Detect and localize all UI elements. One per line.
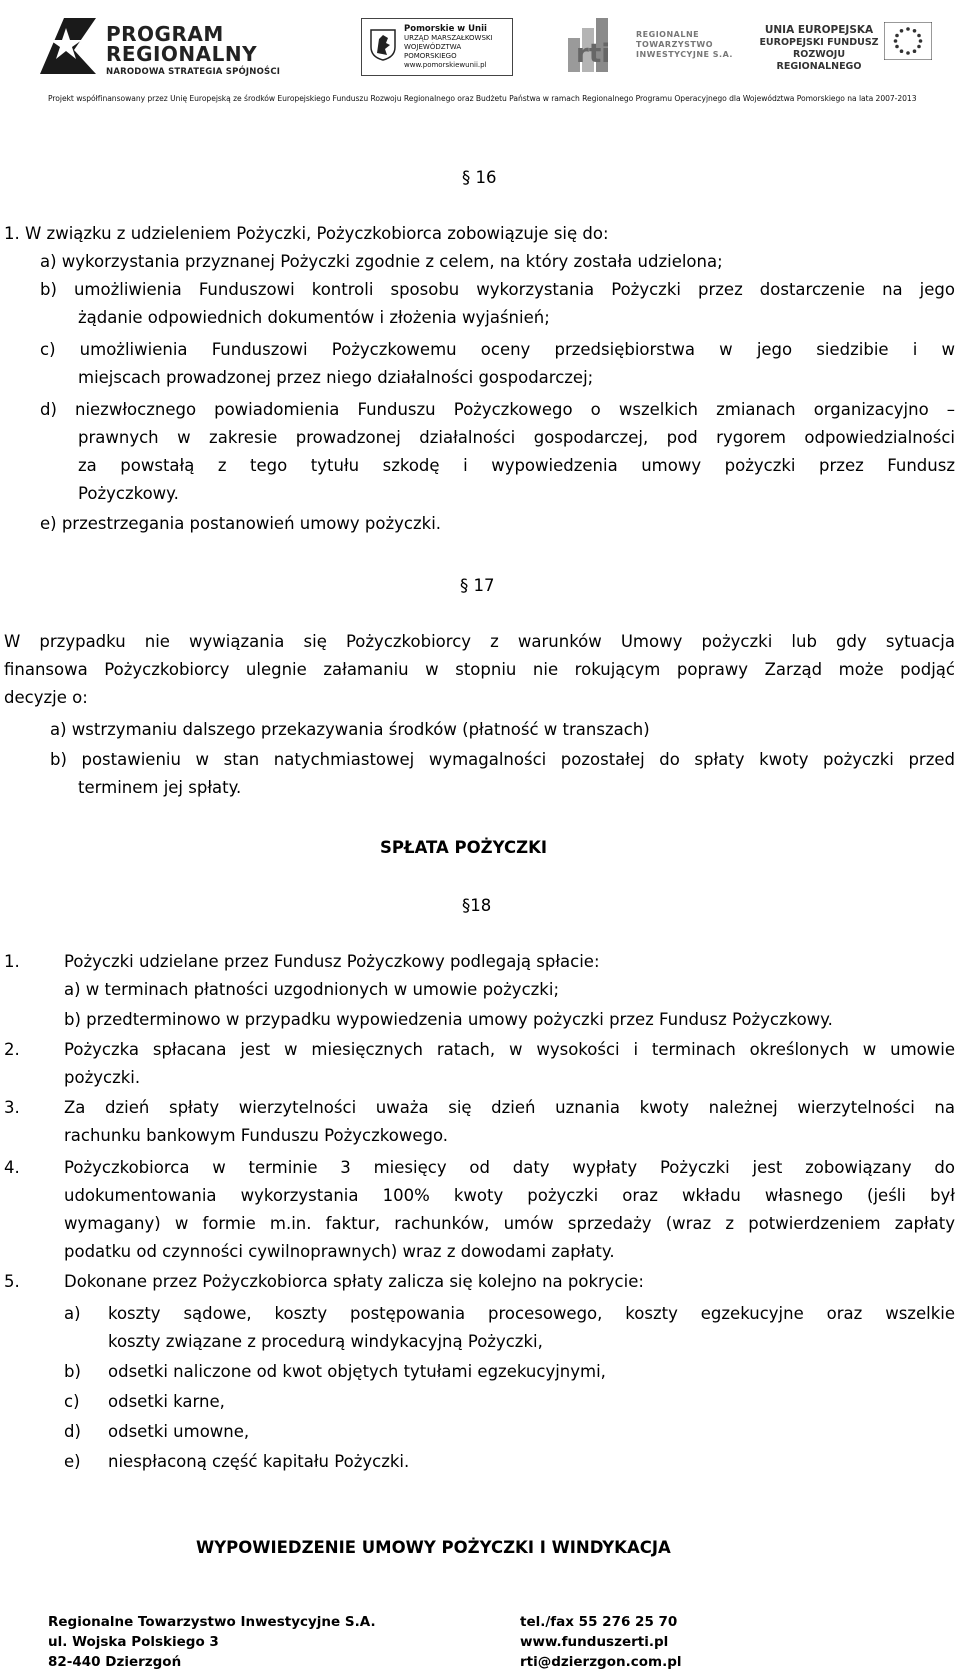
s18-item-5a-line1: koszty sądowe, koszty postępowania procesowego, koszty egzekucyjne oraz wszelkie [108,1304,955,1323]
pomorskie-logo [361,18,513,76]
program-regionalny-logo [36,14,286,80]
griffin-shield-icon [370,29,396,61]
rti-line-2: TOWARZYSTWO [636,40,714,49]
project-cofinancing-note: Projekt współfinansowany przez Unię Europejską ze środków Europejskiego Funduszu Rozwoju Regionalnego oraz Budżetu Państwa w ramach Regionalnego Programu Operacyjnego dla Województwa Pomorskiego na lata 2007-2013 [48,94,917,103]
svg-text:rti: rti [576,39,611,69]
eu-fund-2: ROZWOJU REGIONALNEGO [776,49,862,72]
section-17-heading: § 17 [460,576,495,595]
s18-item-4-line4: podatku od czynności cywilnoprawnych) wraz z dowodami zapłaty. [64,1242,615,1261]
s17-line2: finansowa Pożyczkobiorcy ulegnie załamaniu w stopniu nie rokującym poprawy Zarząd może podjąć [4,660,955,679]
program-line: PROGRAM [106,22,224,46]
s18-item-5d-marker: d) [64,1422,81,1441]
s18-item-4-line2: udokumentowania wykorzystania 100% kwoty pożyczki oraz wkładu własnego (jeśli był [64,1186,955,1205]
rti-line-1: REGIONALNE [636,30,700,39]
s18-item-3-num: 3. [4,1098,20,1117]
s18-item-1-text: Pożyczki udzielane przez Fundusz Pożyczkowy podlegają spłacie: [64,952,600,971]
s18-item-5e: niespłaconą część kapitału Pożyczki. [108,1452,410,1471]
s17-line3: decyzje o: [4,688,88,707]
footer-web: www.funduszerti.pl [520,1634,669,1650]
s16-intro: 1. W związku z udzieleniem Pożyczki, Pożyczkobiorca zobowiązuje się do: [4,224,609,243]
section-16-heading: § 16 [462,168,497,187]
s16-item-b-line1: b) umożliwienia Funduszowi kontroli sposobu wykorzystania Pożyczki przez dostarczenie na jego [40,280,955,299]
s18-item-1b: b) przedterminowo w przypadku wypowiedzenia umowy pożyczki przez Fundusz Pożyczkowy. [64,1010,833,1029]
s16-item-d-line1: d) niezwłocznego powiadomienia Funduszu Pożyczkowego o wszelkich zmianach organizacyjno – [40,400,955,419]
eu-flag-icon [884,22,932,60]
s18-item-5d: odsetki umowne, [108,1422,250,1441]
s18-item-4-line3: wymagany) w formie m.in. faktur, rachunków, umów sprzedaży (wraz z potwierdzeniem zapłaty [64,1214,955,1233]
s18-item-5c-marker: c) [64,1392,80,1411]
eu-title: UNIA EUROPEJSKA [764,24,874,36]
eu-fund: EUROPEJSKI FUNDUSZ [759,37,879,48]
s16-item-d-line3: za powstałą z tego tytułu szkodę i wypowiedzenia umowy pożyczki przez Fundusz [78,456,955,475]
footer-street: ul. Wojska Polskiego 3 [48,1634,219,1650]
strategy-line: NARODOWA STRATEGIA SPÓJNOŚCI [106,67,281,77]
footer-email: rti@dzierzgon.com.pl [520,1654,682,1670]
pomorskie-url: www.pomorskiewunii.pl [404,61,487,69]
s18-item-5b-marker: b) [64,1362,81,1381]
s18-item-4-num: 4. [4,1158,20,1177]
s18-item-5-num: 5. [4,1272,20,1291]
s18-item-4-line1: Pożyczkobiorca w terminie 3 miesięcy od daty wypłaty Pożyczki jest zobowiązany do [64,1158,955,1177]
s16-item-b-line2: żądanie odpowiednich dokumentów i złożenia wyjaśnień; [78,308,550,327]
s18-item-2-num: 2. [4,1040,20,1059]
s16-item-a: a) wykorzystania przyznanej Pożyczki zgodnie z celem, na który została udzielona; [40,252,723,271]
pomorskie-title: Pomorskie w Unii [404,24,487,34]
s18-item-5a-line2: koszty związane z procedurą windykacyjną Pożyczki, [108,1332,543,1351]
s18-item-5a-marker: a) [64,1304,81,1323]
s16-item-e: e) przestrzegania postanowień umowy pożyczki. [40,514,442,533]
rti-emblem-icon [566,16,632,74]
s16-item-c-line2: miejscach prowadzonej przez niego działalności gospodarczej; [78,368,594,387]
s18-item-5-text: Dokonane przez Pożyczkobiorca spłaty zalicza się kolejno na pokrycie: [64,1272,644,1291]
s17-line1: W przypadku nie wywiązania się Pożyczkobiorcy z warunków Umowy pożyczki lub gdy sytuacja [4,632,955,651]
s17-item-b-line2: terminem jej spłaty. [78,778,242,797]
rti-line-3: INWESTYCYJNE S.A. [636,50,733,59]
section-18-heading: §18 [462,896,492,915]
s16-item-d-line2: prawnych w zakresie prowadzonej działalności gospodarczej, pod rygorem odpowiedzialności [78,428,955,447]
splata-title: SPŁATA POŻYCZKI [380,838,547,857]
footer-phone: tel./fax 55 276 25 70 [520,1614,678,1630]
pomorskie-region: WOJEWÓDZTWA POMORSKIEGO [404,43,462,60]
rti-logo [566,16,736,76]
header-logos [36,8,926,88]
s18-item-5b: odsetki naliczone od kwot objętych tytułami egzekucyjnymi, [108,1362,606,1381]
s18-item-3-line1: Za dzień spłaty wierzytelności uważa się dzień uznania kwoty należnej wierzytelności na [64,1098,955,1117]
s18-item-1-num: 1. [4,952,20,971]
star-arrow-icon [36,14,100,78]
s16-item-d-line4: Pożyczkowy. [78,484,179,503]
pomorskie-office: URZĄD MARSZAŁKOWSKI [404,34,493,42]
footer-city: 82-440 Dzierzgoń [48,1654,182,1670]
s18-item-5c: odsetki karne, [108,1392,225,1411]
s18-item-3-line2: rachunku bankowym Funduszu Pożyczkowego. [64,1126,449,1145]
s18-item-1a: a) w terminach płatności uzgodnionych w umowie pożyczki; [64,980,559,999]
s17-item-b-line1: b) postawieniu w stan natychmiastowej wymagalności pozostałej do spłaty kwoty pożyczki przed [50,750,955,769]
eu-logo [758,20,930,78]
s16-item-c-line1: c) umożliwienia Funduszowi Pożyczkowemu oceny przedsiębiorstwa w jego siedzibie i w [40,340,955,359]
wypowiedzenie-title: WYPOWIEDZENIE UMOWY POŻYCZKI I WINDYKACJA [196,1538,671,1557]
footer-company: Regionalne Towarzystwo Inwestycyjne S.A. [48,1614,376,1630]
s17-item-a: a) wstrzymaniu dalszego przekazywania środków (płatność w transzach) [50,720,650,739]
s18-item-5e-marker: e) [64,1452,81,1471]
s18-item-2-line1: Pożyczka spłacana jest w miesięcznych ratach, w wysokości i terminach określonych w umowie [64,1040,955,1059]
regionalny-line: REGIONALNY [106,42,258,66]
s18-item-2-line2: pożyczki. [64,1068,141,1087]
